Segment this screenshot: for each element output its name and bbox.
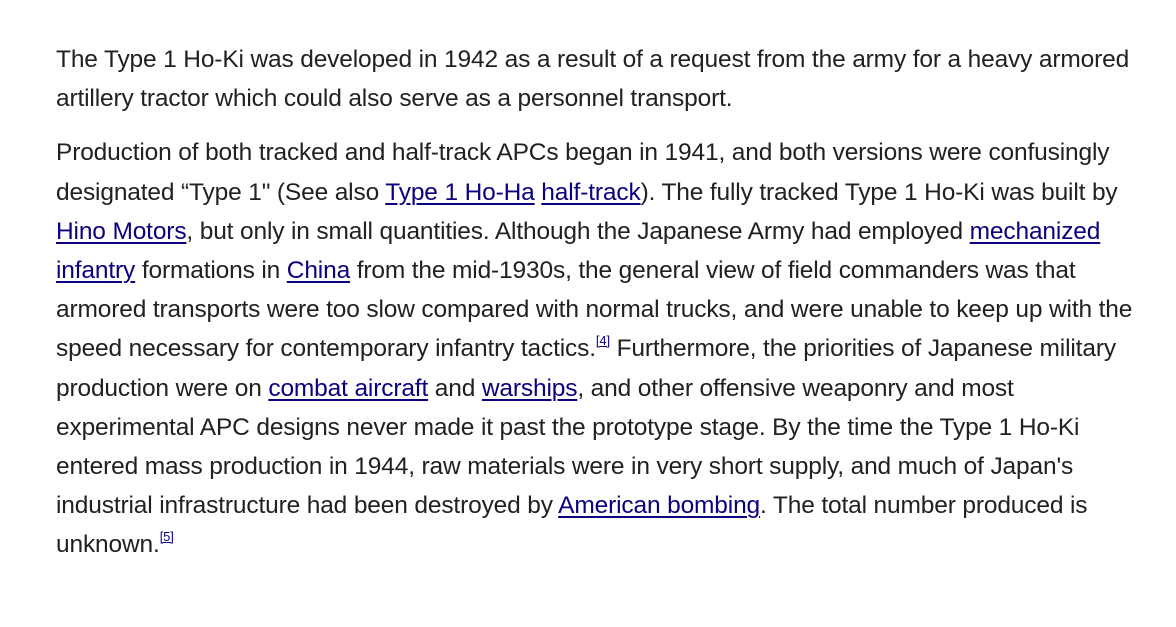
- link-hino-motors[interactable]: Hino Motors: [56, 217, 187, 245]
- reference-4: [596, 333, 610, 348]
- paragraph-text: Production of both tracked and half-track APCs began in 1941, and both versions were confusingly designated “Type 1" (See also: [56, 139, 1110, 206]
- link-china[interactable]: China: [286, 257, 351, 285]
- paragraph-text: and: [428, 374, 482, 402]
- reference-link-5[interactable]: [5]: [159, 529, 174, 545]
- paragraph-text: from the mid-1930s, the general view of field commanders was that armored transports were too slow compared with normal trucks, and were unable to keep up with the speed necessary for contemporary infantry tactics.: [56, 257, 1133, 363]
- paragraph-text: , but only in small quantities. Although the Japanese Army had employed: [186, 217, 970, 245]
- paragraph-text: formations in: [135, 257, 287, 285]
- link-combat-aircraft[interactable]: combat aircraft: [268, 374, 429, 402]
- paragraph-text: , and other offensive weaponry and most experimental APC designs never made it past the prototype stage. By the time the Type 1 Ho-Ki entered mass production in 1944, raw materials were in very short supply, and much of Japan's industrial infrastructure had been destroyed by: [56, 374, 1080, 520]
- paragraph-development: [56, 40, 1156, 118]
- link-half-track[interactable]: half-track: [541, 178, 641, 206]
- link-american-bombing[interactable]: American bombing: [558, 492, 761, 520]
- reference-5: [160, 529, 174, 544]
- reference-link-4[interactable]: [4]: [595, 333, 610, 349]
- article-body: [56, 40, 1156, 565]
- paragraph-text: ). The fully tracked Type 1 Ho-Ki was built by: [640, 178, 1118, 206]
- paragraph-production: [56, 133, 1156, 564]
- link-warships[interactable]: warships: [481, 374, 578, 402]
- link-type-1-ho-ha[interactable]: Type 1 Ho-Ha: [385, 178, 535, 206]
- paragraph-text: The Type 1 Ho-Ki was developed in 1942 as a result of a request from the army for a heavy armored artillery tractor which could also serve as a personnel transport.: [56, 46, 1130, 113]
- paragraph-text: Furthermore, the priorities of Japanese military production were on: [56, 335, 1116, 402]
- paragraph-text: . The total number produced is unknown.: [56, 492, 1088, 559]
- link-mechanized-infantry[interactable]: mechanized infantry: [56, 217, 1101, 285]
